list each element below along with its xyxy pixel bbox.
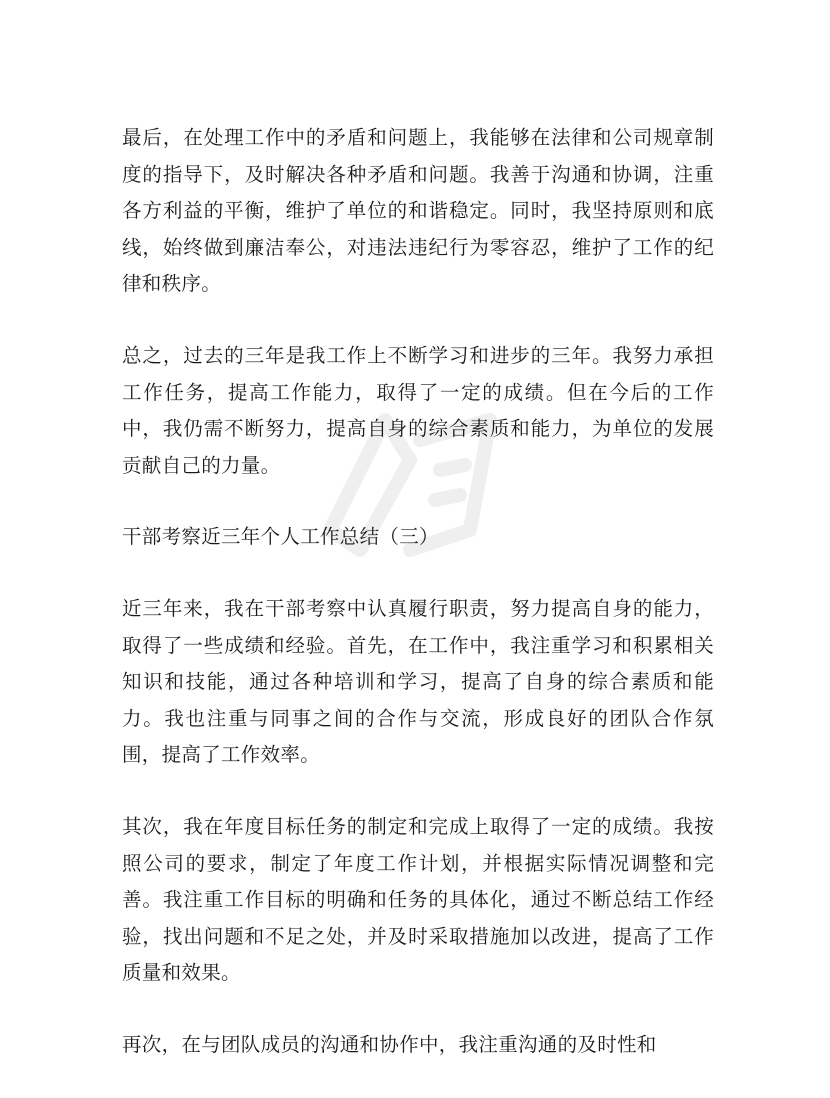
- paragraph-summary: 总之，过去的三年是我工作上不断学习和进步的三年。我努力承担工作任务，提高工作能力，取得了一定的成绩。但在今后的工作中，我仍需不断努力，提高自身的综合素质和能力，为单位的发展贡献自己的力量。: [122, 343, 714, 477]
- paragraph-conclusion-problems: 最后，在处理工作中的矛盾和问题上，我能够在法律和公司规章制度的指导下，及时解决各种矛盾和问题。我善于沟通和协调，注重各方利益的平衡，维护了单位的和谐稳定。同时，我坚持原则和底线，始终做到廉洁奉公，对违法违纪行为零容忍，维护了工作的纪律和秩序。: [122, 126, 714, 296]
- paragraph-annual-goals: 其次，我在年度目标任务的制定和完成上取得了一定的成绩。我按照公司的要求，制定了年度工作计划，并根据实际情况调整和完善。我注重工作目标的明确和任务的具体化，通过不断总结工作经验，找出问题和不足之处，并及时采取措施加以改进，提高了工作质量和效果。: [122, 814, 714, 985]
- document-body: [122, 120, 714, 1098]
- paragraph-team-communication: 再次，在与团队成员的沟通和协作中，我注重沟通的及时性和: [122, 1032, 657, 1056]
- paragraph-intro-three-years: 近三年来，我在干部考察中认真履行职责，努力提高自身的能力，取得了一些成绩和经验。首先，在工作中，我注重学习和积累相关知识和技能，通过各种培训和学习，提高了自身的综合素质和能力。我也注重与同事之间的合作与交流，形成良好的团队合作氛围，提高了工作效率。: [122, 596, 714, 767]
- section-heading: 干部考察近三年个人工作总结（三）: [122, 525, 439, 549]
